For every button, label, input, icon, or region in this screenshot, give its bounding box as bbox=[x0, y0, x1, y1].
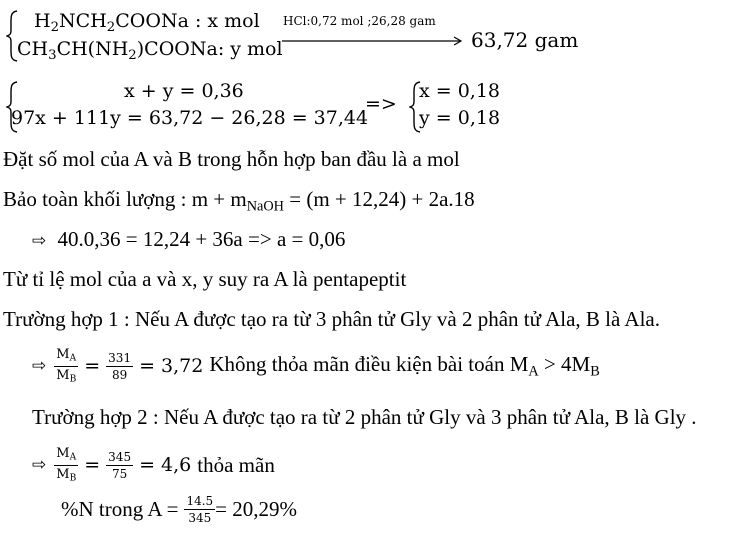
formula-part: CH bbox=[17, 38, 49, 60]
subscript-b: B bbox=[69, 473, 77, 484]
mass-conservation-post: = (m + 12,24) + 2a.18 bbox=[284, 187, 475, 211]
nitrogen-fraction bbox=[184, 495, 215, 524]
naoh-subscript: NaOH bbox=[246, 198, 284, 215]
text-line-set-moles: Đặt số mol của A và B trong hỗn hợp ban đầu là a mol bbox=[3, 147, 460, 171]
text-line-pentapeptide: Từ tỉ lệ mol của a và x, y suy ra A là pentapeptit bbox=[3, 267, 407, 291]
formula-part: )COONa bbox=[136, 38, 218, 60]
case2-result: = 4,6 bbox=[139, 454, 192, 476]
mass-conservation-pre: Bảo toàn khối lượng : m + m bbox=[3, 187, 247, 211]
formula-subscript: 3 bbox=[48, 47, 57, 63]
subscript-b: B bbox=[69, 374, 77, 385]
subscript-a: A bbox=[69, 353, 77, 364]
percent-nitrogen-result: = 20,29% bbox=[215, 496, 297, 521]
case2-calculation bbox=[32, 444, 275, 486]
subscript-a: A bbox=[528, 363, 539, 380]
ratio-345-75 bbox=[106, 451, 133, 480]
case2-conclusion: thỏa mãn bbox=[197, 452, 275, 477]
fraction-denominator bbox=[54, 466, 78, 484]
formula-part: NCH bbox=[59, 10, 107, 32]
formula-subscript: 2 bbox=[106, 19, 116, 35]
inequality-text: > 4M bbox=[538, 351, 591, 376]
solution-y: y = 0,18 bbox=[419, 107, 501, 129]
m-symbol: M bbox=[56, 346, 70, 362]
ratio-ma-mb bbox=[54, 447, 78, 484]
formula-part: H bbox=[34, 10, 51, 32]
reactant-alanine-salt bbox=[17, 38, 283, 63]
m-symbol: M bbox=[56, 445, 70, 461]
case1-conclusion-text: Không thỏa mãn điều kiện bài toán M bbox=[209, 351, 529, 376]
text-line-mass-conservation bbox=[3, 187, 475, 215]
solve-a-equation: 40.0,36 = 12,24 + 36a => a = 0,06 bbox=[57, 227, 346, 251]
reaction-product: 63,72 gam bbox=[471, 28, 579, 52]
percent-nitrogen-label: %N trong A = bbox=[61, 496, 179, 521]
formula-part: CH(NH bbox=[56, 38, 129, 60]
text-line-case2: Trường hợp 2 : Nếu A được tạo ra từ 2 phân tử Gly và 3 phân tử Ala, B là Gly . bbox=[32, 405, 697, 429]
fraction-denominator: 345 bbox=[188, 510, 212, 525]
solution-x: x = 0,18 bbox=[419, 80, 501, 102]
text-line-case1: Trường hợp 1 : Nếu A được tạo ra từ 3 phân tử Gly và 2 phân tử Ala, B là Ala. bbox=[3, 307, 660, 331]
equation-mass: 97x + 111y = 63,72 − 26,28 = 37,44 bbox=[11, 107, 369, 129]
implies-arrow-icon: ⇨ bbox=[32, 455, 47, 475]
formula-subscript: 2 bbox=[50, 19, 60, 35]
case1-result: = 3,72 bbox=[139, 355, 204, 377]
percent-nitrogen-line bbox=[61, 487, 297, 531]
formula-subscript: 2 bbox=[128, 47, 137, 63]
formula-part: COONa bbox=[115, 10, 189, 32]
reactant-glycine-salt bbox=[34, 10, 260, 35]
fraction-denominator bbox=[54, 367, 78, 385]
reactant2-amount: : y mol bbox=[217, 38, 283, 60]
equals-sign: = bbox=[84, 355, 101, 377]
implies-arrow-icon: ⇨ bbox=[32, 356, 47, 376]
subscript-b: B bbox=[590, 363, 600, 380]
fraction-numerator bbox=[54, 348, 78, 367]
text-line-solve-a bbox=[32, 227, 345, 252]
right-arrow-icon bbox=[282, 36, 464, 46]
case1-conclusion bbox=[209, 352, 599, 380]
ratio-ma-mb bbox=[54, 348, 78, 385]
reaction-arrow-label: HCl:0,72 mol ;26,28 gam bbox=[283, 14, 436, 28]
implies-arrow-icon: ⇨ bbox=[32, 231, 47, 251]
m-symbol: M bbox=[56, 367, 70, 383]
m-symbol: M bbox=[56, 466, 70, 482]
equals-sign: = bbox=[84, 454, 101, 476]
fraction-numerator: 345 bbox=[108, 449, 132, 464]
equation-sum: x + y = 0,36 bbox=[124, 80, 244, 102]
subscript-a: A bbox=[69, 452, 77, 463]
fraction-numerator: 331 bbox=[108, 350, 132, 365]
implies-symbol: => bbox=[365, 93, 397, 115]
fraction-denominator: 89 bbox=[111, 367, 128, 382]
fraction-numerator: 14.5 bbox=[186, 493, 214, 508]
fraction-denominator: 75 bbox=[111, 466, 128, 481]
case1-calculation bbox=[32, 345, 600, 387]
reactant1-amount: : x mol bbox=[194, 10, 260, 32]
ratio-331-89 bbox=[106, 352, 133, 381]
fraction-numerator bbox=[54, 447, 78, 466]
